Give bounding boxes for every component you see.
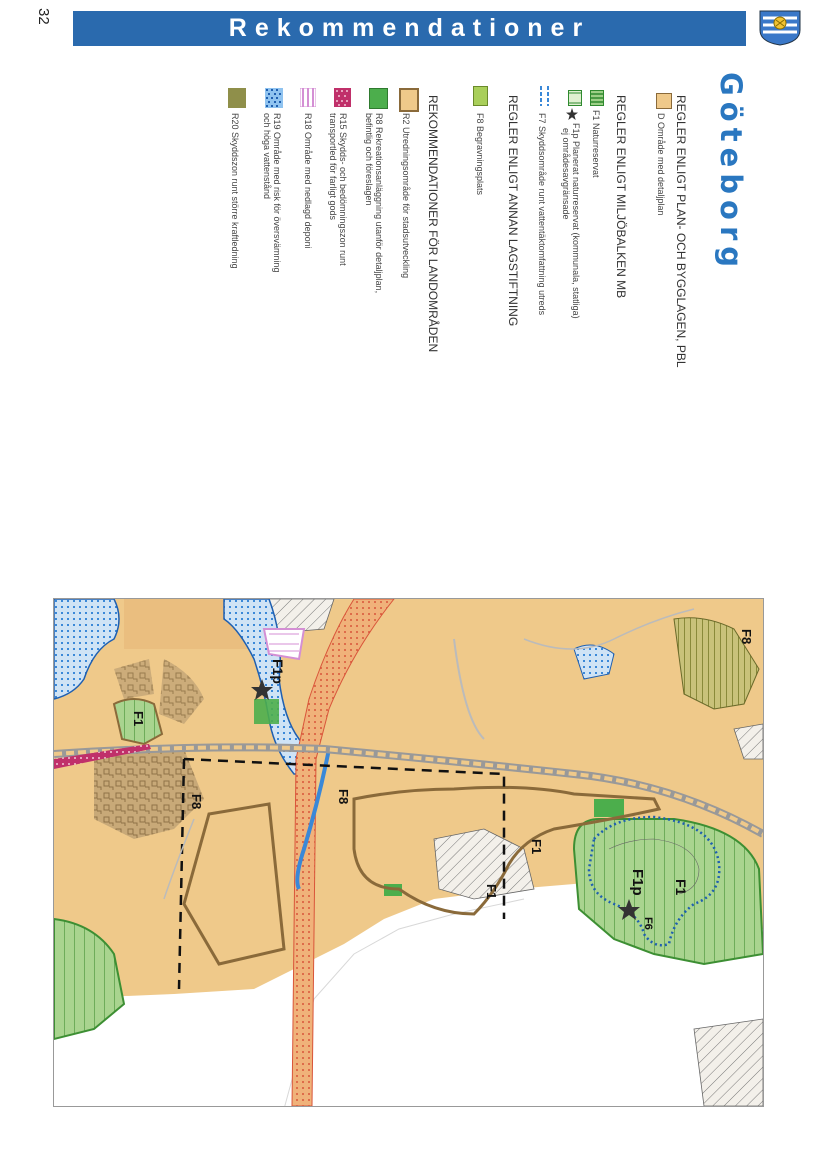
legend-item-r15: R15 Skydds- och bedömningszon runt	[338, 113, 348, 266]
banner-title: Rekommendationer	[228, 14, 591, 42]
map-label-f8-north: F8	[739, 629, 754, 645]
legend-swatch-f8	[473, 86, 488, 106]
legend-item-r19-note: och höga vattenstånd	[262, 113, 272, 200]
legend-item-r8-note: befintlig och föreslagen	[364, 113, 374, 206]
map-label-f1-center: F1	[529, 839, 544, 855]
map-label-f1-west: F1	[131, 711, 146, 727]
legend-section-pbl: REGLER ENLIGT PLAN- OCH BYGGLAGEN, PBL	[674, 95, 688, 368]
map-label-f6-east: F6	[642, 917, 654, 930]
map-label-f1p-west: F1p	[270, 659, 286, 684]
map-label-f8-center: F8	[189, 794, 204, 810]
legend-item-f8: F8 Begravningsplats	[475, 113, 485, 196]
legend-swatch-plan-area	[656, 93, 672, 109]
legend-section-other: REGLER ENLIGT ANNAN LAGSTIFTNING	[506, 95, 520, 327]
city-title: Göteborg	[714, 72, 748, 274]
legend-item-f7: F7 Skyddsområde runt vattentäktomfattning utreds	[537, 113, 547, 316]
legend-section-mb: REGLER ENLIGT MILJÖBALKEN MB	[614, 95, 628, 299]
map-label-f1p-east: F1p	[629, 869, 646, 896]
legend-item-f1p-note: ej områdesavgränsade	[561, 128, 571, 220]
legend-item-r8: R8 Rekreationsanläggning utanför detaljplan,	[374, 113, 384, 294]
legend-item-f1: F1 Naturreservat	[591, 110, 601, 178]
legend-swatch-r18	[300, 88, 316, 107]
legend-item-d: D Område med detaljplan	[656, 113, 666, 216]
legend-section-rec: REKOMMENDATIONER FÖR LANDOMRÅDEN	[426, 95, 440, 353]
page-number: 32	[35, 8, 52, 25]
legend-item-r20: R20 Skyddszon runt större kraftledning	[230, 113, 240, 269]
legend-item-r18: R18 Område med nedlagd deponi	[303, 113, 313, 249]
legend-swatch-r19	[265, 88, 283, 108]
city-crest-icon	[757, 8, 803, 46]
legend-item-r15-note: transportled för farligt gods	[328, 113, 338, 221]
legend-swatch-f7	[538, 86, 552, 106]
legend-item-f1p: F1p Planerat naturreservat (kommunala, statliga)	[571, 123, 581, 319]
legend-item-r19: R19 Område med risk för översvämning	[272, 113, 282, 273]
map-canvas	[54, 599, 763, 1106]
legend-swatch-f1	[590, 90, 604, 106]
legend-item-r2: R2 Utredningsområde för stadsutveckling	[401, 113, 411, 279]
map-label-f1-far-east: F1	[673, 879, 689, 896]
map-label-f8-road: F8	[336, 789, 351, 805]
legend-swatch-r20	[228, 88, 246, 108]
legend-swatch-f1p	[568, 90, 582, 106]
star-icon	[566, 108, 578, 120]
legend-swatch-r2	[399, 88, 419, 112]
map-frame	[53, 598, 764, 1107]
legend-swatch-r15	[334, 88, 351, 107]
legend-swatch-r8	[369, 88, 388, 109]
map-label-f1-east: F1	[484, 884, 499, 900]
section-banner	[73, 11, 746, 46]
